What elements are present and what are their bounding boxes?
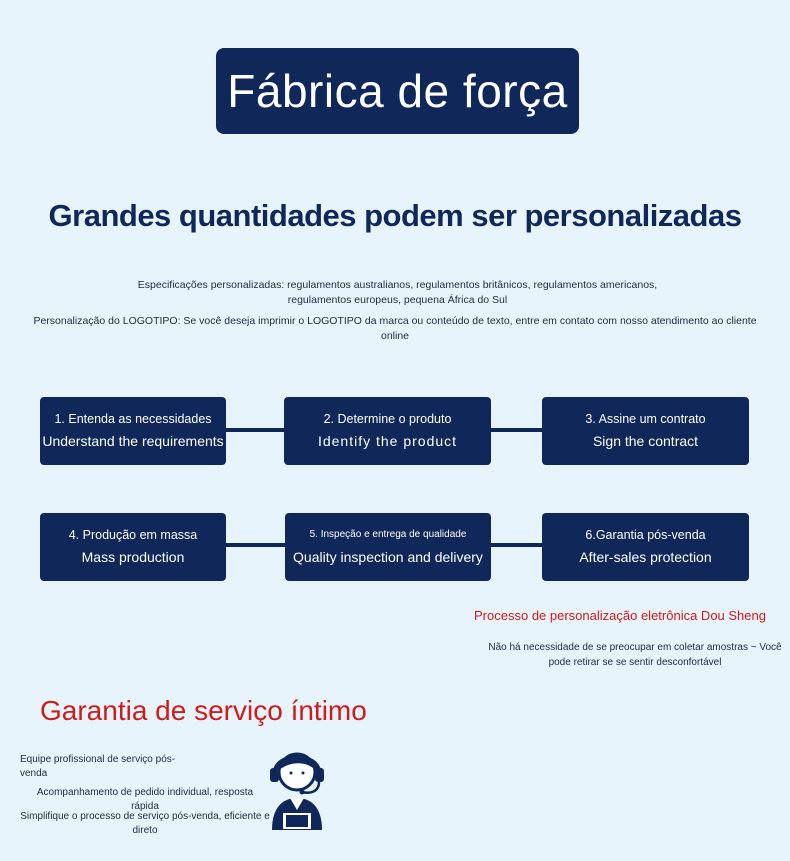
step-1-pt: 1. Entenda as necessidades [54,412,212,426]
step-2 [284,397,491,465]
step-5 [285,513,491,581]
spec-logo: Personalização do LOGOTIPO: Se você deseja imprimir o LOGOTIPO da marca ou conteúdo de texto, entre em contato com nosso atendimento ao cliente online [33,315,757,342]
step-1 [40,397,226,465]
step-6 [542,513,749,581]
step-6-en: After-sales protection [579,549,712,565]
guarantee-title: Garantia de serviço íntimo [40,695,367,726]
guarantee-item-2: Acompanhamento de pedido individual, resposta rápida [36,787,254,812]
step-2-en: Identify the product [317,433,458,449]
title-banner [216,48,579,134]
step-4-pt: 4. Produção em massa [68,528,198,542]
step-4 [40,513,226,581]
process-note: Não há necessidade de se preocupar em coletar amostras ~ Você pode retirar se se sentir desconfortável [488,642,782,668]
step-5-pt: 5. Inspeção e entrega de qualidade [309,529,467,540]
connector-5-6 [491,543,542,547]
step-2-pt: 2. Determine o produto [323,412,452,426]
subheading: Grandes quantidades podem ser personalizadas [48,198,742,233]
connector-4-5 [226,543,285,547]
page-title: Fábrica de força [227,65,568,117]
customer-service-agent-icon [262,740,332,830]
step-5-en: Quality inspection and delivery [293,549,483,565]
connector-1-2 [226,428,284,432]
guarantee-item-3: Simplifique o processo de serviço pós-venda, eficiente e direto [20,811,270,836]
step-6-pt: 6.Garantia pós-venda [585,528,706,542]
connector-2-3 [491,428,542,432]
step-1-en: Understand the requirements [42,433,224,449]
process-title: Processo de personalização eletrônica Dou Sheng [474,608,766,623]
step-3-en: Sign the contract [592,433,699,449]
step-4-en: Mass production [81,549,185,565]
step-3-pt: 3. Assine um contrato [585,412,706,426]
spec-regulations: Especificações personalizadas: regulamentos australianos, regulamentos britânicos, regulamentos americanos, regulamentos europeus, pequena África do Sul [137,279,658,306]
guarantee-item-1: Equipe profissional de serviço pós-venda [20,754,176,779]
step-3 [542,397,749,465]
